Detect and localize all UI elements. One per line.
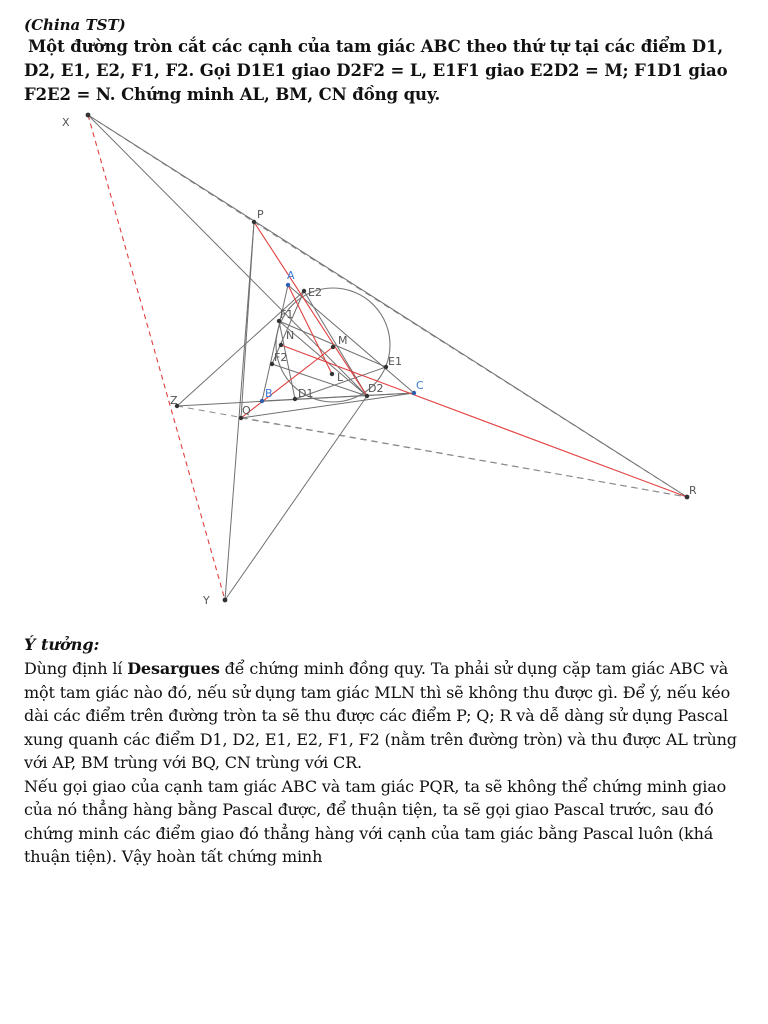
point-e2 xyxy=(302,289,306,293)
label-e1: E1 xyxy=(388,355,402,368)
point-x xyxy=(86,113,91,118)
point-n xyxy=(279,343,283,347)
idea-paragraph-2: Nếu gọi giao của cạnh tam giác ABC và tam giác PQR, ta sẽ không thể chứng minh giao của nó thẳng hàng bằng Pascal được, để thuận tiện, ta sẽ gọi giao Pascal trước, sau đó chứng minh các điểm giao đó thẳng hàng với cạnh của tam giác bằng Pascal luôn (khá thuận tiện). Vậy hoàn tất chứng minh xyxy=(24,776,727,866)
label-n: N xyxy=(286,329,295,342)
idea-heading: Ý tưởng: xyxy=(24,635,100,654)
line-ac xyxy=(288,285,414,393)
label-p: P xyxy=(257,208,264,221)
idea-paragraph-1-rest: để chứng minh đồng quy. Ta phải sử dụng cặp tam giác ABC và một tam giác nào đó, nếu sử dụng tam giác MLN thì sẽ không thu được gì. Để ý, nếu kéo dài các điểm trên đường tròn ta sẽ thu được các điểm P; Q; R và dễ dàng sử dụng Pascal xung quanh các điểm D1, D2, E1, E2, F1, F2 (nằm trên đường tròn) và thu được AL trùng với AP, BM trùng với BQ, CN trùng với CR. xyxy=(24,659,737,772)
idea-paragraph-1-start: Dùng định lí xyxy=(24,659,128,678)
label-d1: D1 xyxy=(298,387,314,400)
label-a: A xyxy=(287,269,295,282)
line-ab xyxy=(262,285,288,401)
point-m xyxy=(331,345,335,349)
point-l xyxy=(330,372,334,376)
label-f2: F2 xyxy=(274,351,288,364)
idea-paragraph-1 xyxy=(24,657,748,775)
label-m: M xyxy=(338,334,348,347)
line-xr xyxy=(88,115,687,497)
label-y: Y xyxy=(203,594,210,607)
problem-statement: Một đường tròn cắt các cạnh của tam giác ABC theo thứ tự tại các điểm D1, D2, E1, E2, F1, F2. Gọi D1E1 giao D2F2 = L, E1F1 giao E2D2 = M; F1D1 giao F2E2 = N. Chứng minh AL, BM, CN đồng quy. xyxy=(24,37,728,104)
line-e2d2 xyxy=(304,291,367,396)
label-r: R xyxy=(689,484,697,497)
label-q: Q xyxy=(242,404,251,417)
line-yd2 xyxy=(225,396,367,600)
desargues-term: Desargues xyxy=(127,659,220,678)
label-b: B xyxy=(265,387,273,400)
problem-header xyxy=(24,15,748,107)
label-f1: F1 xyxy=(280,308,294,321)
red-line-pd2 xyxy=(254,222,367,396)
point-y xyxy=(223,598,228,603)
point-b xyxy=(260,399,264,403)
line-f1e1 xyxy=(279,321,386,367)
label-c: C xyxy=(416,379,424,392)
point-a xyxy=(286,283,290,287)
point-p xyxy=(252,220,256,224)
point-d1 xyxy=(293,397,297,401)
red-line-xy xyxy=(88,115,225,600)
source-label: (China TST) xyxy=(24,16,126,34)
geometry-figure xyxy=(0,108,768,613)
label-l: L xyxy=(337,371,344,384)
line-bc xyxy=(262,393,414,401)
label-d2: D2 xyxy=(368,382,384,395)
line-xd2 xyxy=(88,115,367,396)
line-pq xyxy=(241,222,254,418)
label-e2: E2 xyxy=(308,286,322,299)
idea-section xyxy=(24,633,748,869)
label-x: X xyxy=(62,116,70,129)
line-f2d2 xyxy=(272,364,367,396)
label-z: Z xyxy=(170,394,178,407)
